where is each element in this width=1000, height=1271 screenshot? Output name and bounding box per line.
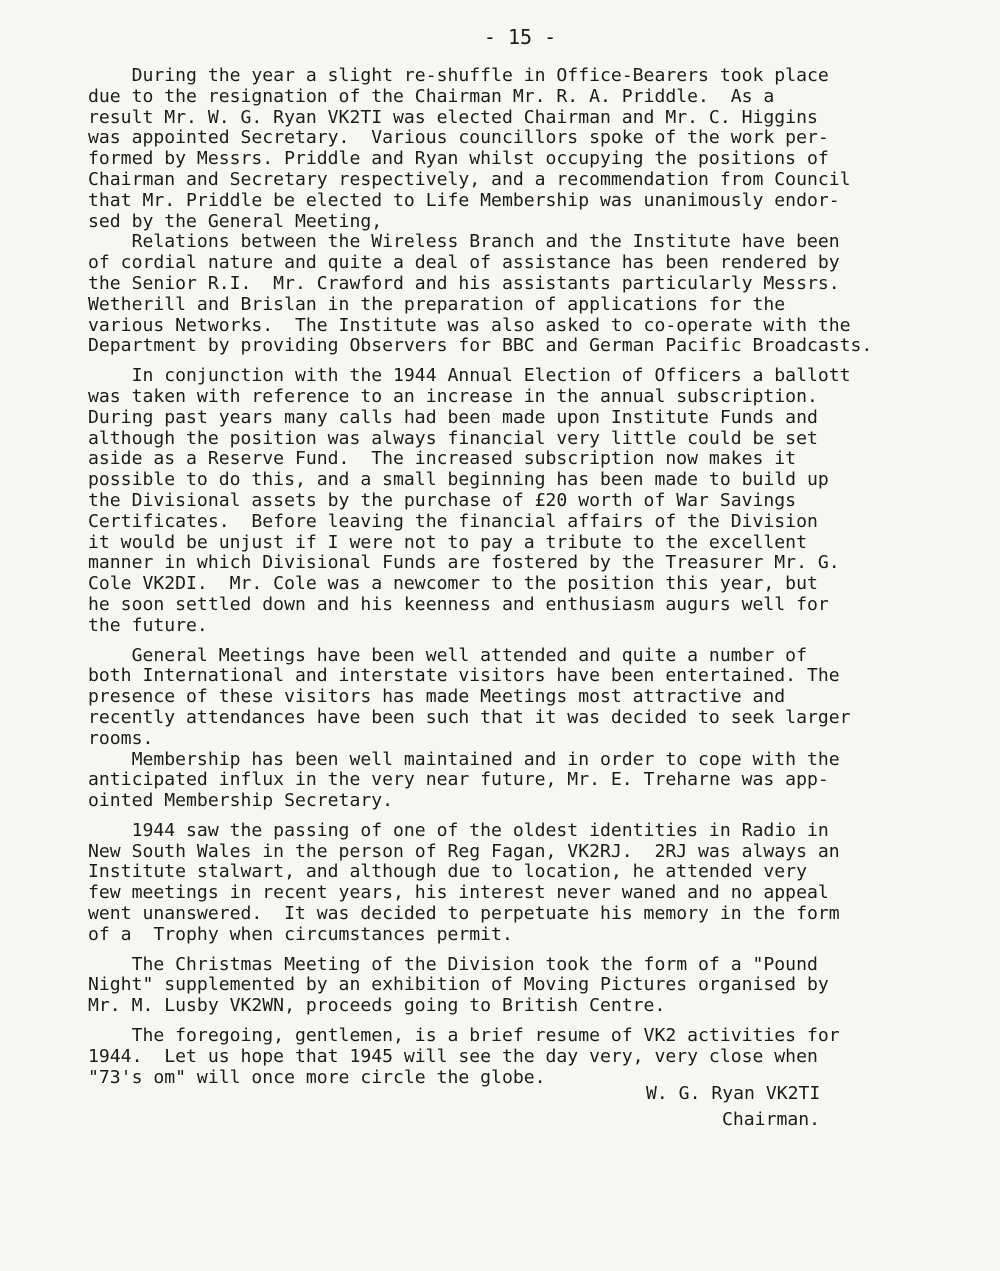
text-line: he soon settled down and his keenness and enthusiasm augurs well for [88,593,829,615]
text-line: that Mr. Priddle be elected to Life Membership was unanimously endor- [88,189,840,211]
text-line: due to the resignation of the Chairman Mr. R. A. Priddle. As a [88,85,775,107]
text-line: both International and interstate visitors have been entertained. The [88,665,840,687]
text-line: formed by Messrs. Priddle and Ryan whilst occupying the positions of [88,148,829,170]
text-line: Department by providing Observers for BBC and German Pacific Broadcasts. [88,335,873,357]
text-line: New South Wales in the person of Reg Fagan, VK2RJ. 2RJ was always an [88,840,840,862]
text-line: was appointed Secretary. Various councillors spoke of the work per- [88,127,829,149]
text-line: "73's om" will once more circle the globe. [88,1066,546,1088]
text-line: Cole VK2DI. Mr. Cole was a newcomer to the position this year, but [88,573,818,595]
text-line: Relations between the Wireless Branch and the Institute have been [88,231,840,253]
text-line: Mr. M. Lusby VK2WN, proceeds going to British Centre. [88,995,666,1017]
text-line: Institute stalwart, and although due to location, he attended very [88,861,807,883]
text-line: anticipated influx in the very near future, Mr. E. Treharne was app- [88,769,829,791]
text-line: of a Trophy when circumstances permit. [88,923,513,945]
text-line: The Christmas Meeting of the Division took the form of a "Pound [88,953,818,975]
text-line: the Divisional assets by the purchase of £20 worth of War Savings [88,489,797,511]
paragraph-closing [88,1026,988,1088]
text-line: result Mr. W. G. Ryan VK2TI was elected Chairman and Mr. C. Higgins [88,106,818,128]
text-line: manner in which Divisional Funds are fostered by the Treasurer Mr. G. [88,552,840,574]
paragraph-office-bearers [88,66,988,232]
text-line: During past years many calls had been made upon Institute Funds and [88,406,818,428]
text-line: ointed Membership Secretary. [88,790,394,812]
page-number: - 15 - [483,25,557,49]
text-line: aside as a Reserve Fund. The increased subscription now makes it [88,448,797,470]
text-line: 1944. Let us hope that 1945 will see the day very, very close when [88,1045,818,1067]
text-line: recently attendances have been such that it was decided to seek larger [88,706,851,728]
paragraph-general-meetings [88,646,988,750]
text-line: Night" supplemented by an exhibition of Moving Pictures organised by [88,974,829,996]
text-line: rooms. [88,727,154,749]
text-line: Certificates. Before leaving the financial affairs of the Division [88,510,818,532]
text-line: During the year a slight re-shuffle in Office-Bearers took place [88,65,829,86]
text-line: In conjunction with the 1944 Annual Election of Officers a ballott [88,365,851,387]
text-line: presence of these visitors has made Meetings most attractive and [88,686,786,708]
text-line: Wetherill and Brislan in the preparation of applications for the [88,293,786,315]
body-text [88,66,988,1088]
signature-block [646,1081,986,1133]
text-line: various Networks. The Institute was also asked to co-operate with the [88,314,851,336]
paragraph-wireless-branch [88,232,988,357]
signatory-name: W. G. Ryan VK2TI [646,1083,821,1104]
text-line: 1944 saw the passing of one of the oldest identities in Radio in [88,819,829,841]
text-line: The foregoing, gentlemen, is a brief resume of VK2 activities for [88,1025,840,1047]
text-line: of cordial nature and quite a deal of assistance has been rendered by [88,252,840,274]
text-line: was taken with reference to an increase in the annual subscription. [88,385,818,407]
text-line: went unanswered. It was decided to perpetuate his memory in the form [88,903,840,925]
text-line: General Meetings have been well attended and quite a number of [88,644,807,666]
signatory-title: Chairman. [722,1109,821,1130]
text-line: Membership has been well maintained and in order to cope with the [88,748,840,770]
text-line: few meetings in recent years, his interest never waned and no appeal [88,882,829,904]
text-line: possible to do this, and a small beginning has been made to build up [88,469,829,491]
text-line: Chairman and Secretary respectively, and a recommendation from Council [88,168,851,190]
paragraph-christmas-meeting [88,955,988,1017]
paragraph-membership [88,750,988,812]
text-line: the Senior R.I. Mr. Crawford and his assistants particularly Messrs. [88,272,840,294]
paragraph-obituary [88,821,988,946]
paragraph-subscription [88,366,988,636]
text-line: sed by the General Meeting, [88,210,383,232]
text-line: the future. [88,614,208,636]
text-line: although the position was always financial very little could be set [88,427,818,449]
text-line: it would be unjust if I were not to pay a tribute to the excellent [88,531,807,553]
